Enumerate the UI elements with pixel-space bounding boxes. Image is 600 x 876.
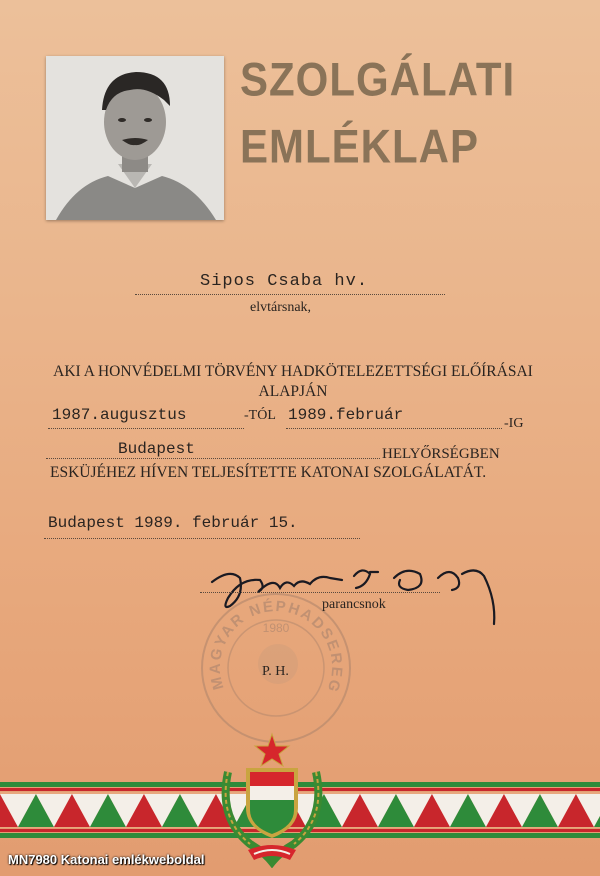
- recipient-name: Sipos Csaba hv.: [200, 272, 369, 291]
- service-start-date: 1987.augusztus: [52, 406, 187, 424]
- body-line-3: ESKÜJÉHEZ HÍVEN TELJESÍTETTE KATONAI SZOLGÁLATÁT.: [50, 464, 487, 481]
- signature-dotted-line: [200, 592, 440, 593]
- issue-place-date: Budapest 1989. február 15.: [48, 514, 298, 532]
- name-dotted-line: [135, 294, 445, 295]
- start-date-dotted-line: [48, 428, 244, 429]
- garrison-city: Budapest: [118, 440, 195, 458]
- to-suffix: -IG: [504, 416, 524, 431]
- from-suffix: -TÓL: [244, 408, 276, 423]
- service-end-date: 1989.február: [288, 406, 404, 424]
- end-date-dotted-line: [286, 428, 502, 429]
- commander-signature: [200, 548, 510, 632]
- document-title: [240, 46, 540, 180]
- title-line-2: EMLÉKLAP: [240, 119, 479, 173]
- seal-abbreviation: P. H.: [262, 664, 289, 679]
- body-line-1: AKI A HONVÉDELMI TÖRVÉNY HADKÖTELEZETTSÉGI ELŐÍRÁSAI ALAPJÁN: [53, 363, 533, 400]
- garrison-dotted-line: [46, 458, 380, 459]
- stamp-year: 1980: [262, 621, 290, 635]
- commander-label: parancsnok: [322, 597, 386, 612]
- coat-of-arms-emblem: [210, 728, 334, 868]
- portrait-photo: [46, 56, 224, 220]
- title-line-1: SZOLGÁLATI: [240, 52, 516, 106]
- issue-dotted-line: [44, 538, 360, 539]
- stamp-text: MAGYAR NÉPHADSEREG: [206, 597, 346, 696]
- salutation: elvtársnak,: [250, 300, 312, 315]
- garrison-label: HELYŐRSÉGBEN: [382, 446, 500, 462]
- watermark-credit: MN7980 Katonai emlékweboldal: [8, 852, 205, 867]
